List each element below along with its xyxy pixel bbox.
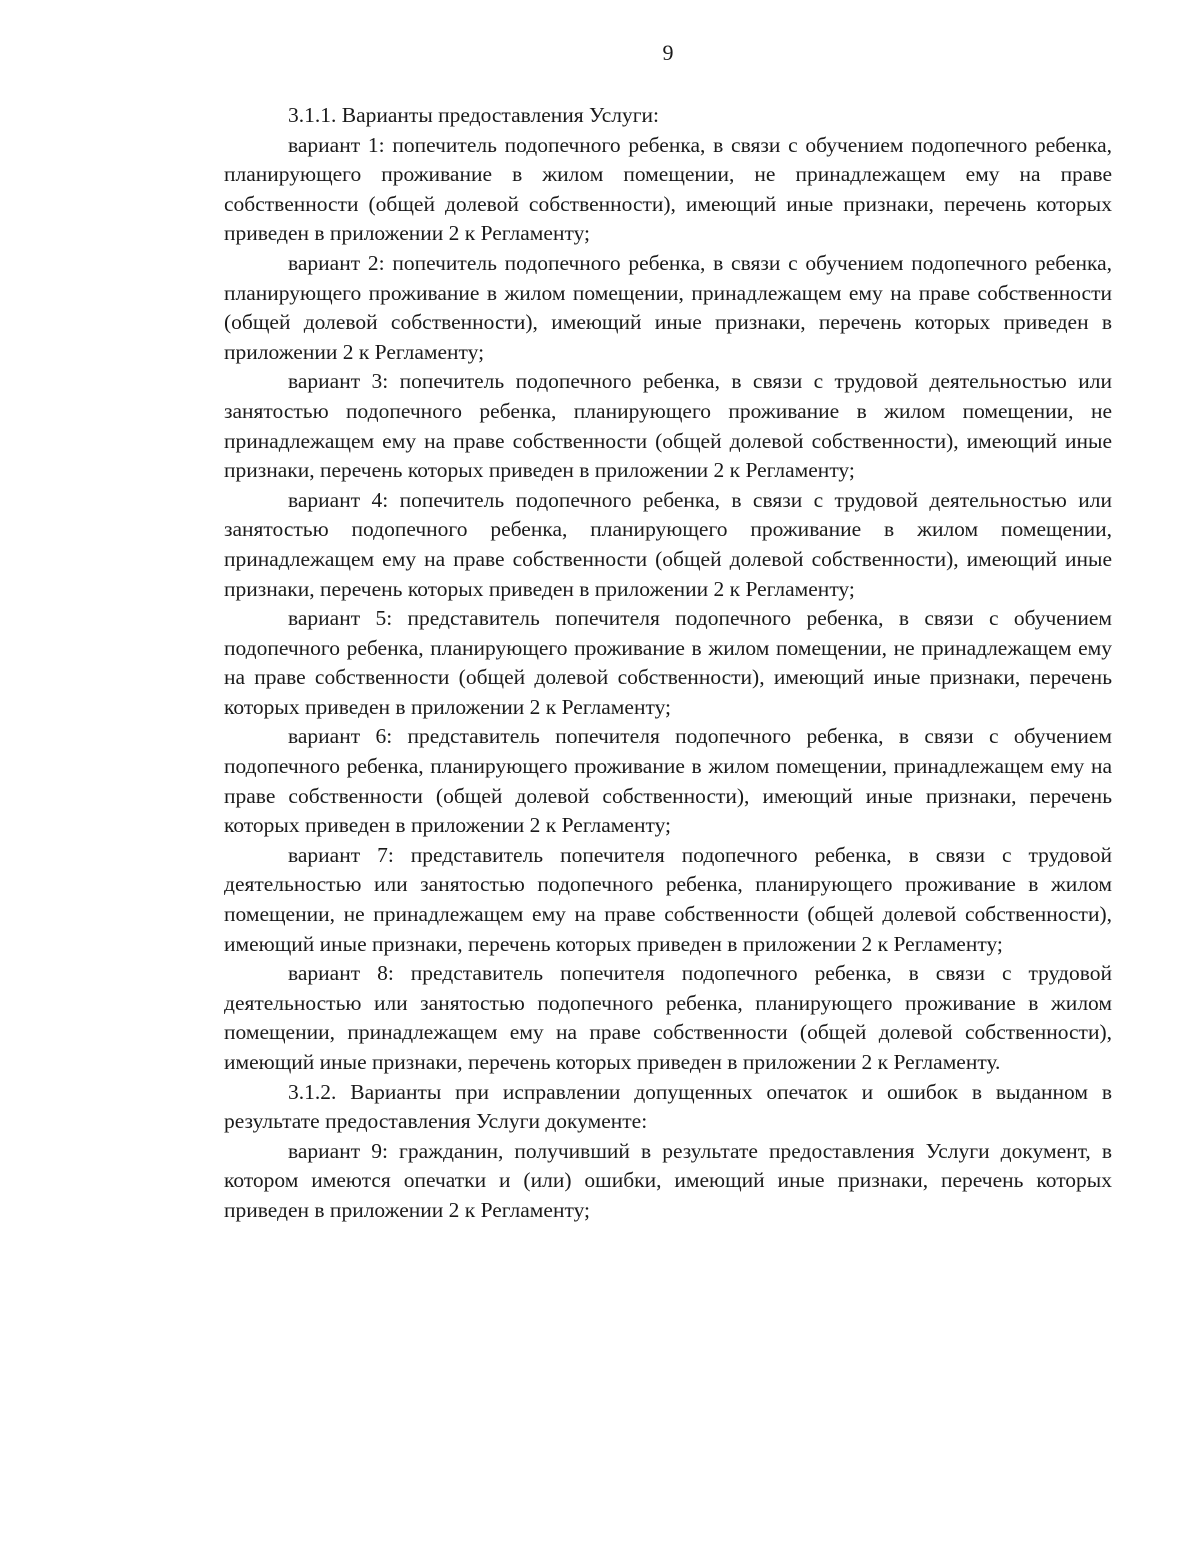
document-body [224,101,1112,1226]
section-heading-3-1-2: 3.1.2. Варианты при исправлении допущенных опечаток и ошибок в выданном в результате предоставления Услуги документе: [224,1079,1112,1134]
page-number: 9 [662,40,674,65]
section-heading-3-1-1: 3.1.1. Варианты предоставления Услуги: [288,103,660,127]
variant-3-paragraph: вариант 3: попечитель подопечного ребенка, в связи с трудовой деятельностью или занятостью подопечного ребенка, планирующего проживание в жилом помещении, не принадлежащем ему на праве собственности (общей долевой собственности), имеющий иные признаки, перечень которых приведен в приложении 2 к Регламенту; [224,369,1112,483]
variant-7-paragraph: вариант 7: представитель попечителя подопечного ребенка, в связи с трудовой деятельностью или занятостью подопечного ребенка, планирующего проживание в жилом помещении, не принадлежащем ему на праве собственности (общей долевой собственности), имеющий иные признаки, перечень которых приведен в приложении 2 к Регламенту; [224,842,1112,956]
variant-2-paragraph: вариант 2: попечитель подопечного ребенка, в связи с обучением подопечного ребенка, планирующего проживание в жилом помещении, принадлежащем ему на праве собственности (общей долевой собственности), имеющий иные признаки, перечень которых приведен в приложении 2 к Регламенту; [224,250,1112,364]
variant-4-paragraph: вариант 4: попечитель подопечного ребенка, в связи с трудовой деятельностью или занятостью подопечного ребенка, планирующего проживание в жилом помещении, принадлежащем ему на праве собственности (общей долевой собственности), имеющий иные признаки, перечень которых приведен в приложении 2 к Регламенту; [224,487,1112,601]
variant-8-paragraph: вариант 8: представитель попечителя подопечного ребенка, в связи с трудовой деятельностью или занятостью подопечного ребенка, планирующего проживание в жилом помещении, принадлежащем ему на праве собственности (общей долевой собственности), имеющий иные признаки, перечень которых приведен в приложении 2 к Регламенту. [224,961,1112,1074]
variant-9-paragraph: вариант 9: гражданин, получивший в результате предоставления Услуги документ, в котором имеются опечатки и (или) ошибки, имеющий иные признаки, перечень которых приведен в приложении 2 к Регламенту; [224,1138,1112,1222]
variant-6-paragraph: вариант 6: представитель попечителя подопечного ребенка, в связи с обучением подопечного ребенка, планирующего проживание в жилом помещении, принадлежащем ему на праве собственности (общей долевой собственности), имеющий иные признаки, перечень которых приведен в приложении 2 к Регламенту; [224,724,1112,838]
variant-1-paragraph: вариант 1: попечитель подопечного ребенка, в связи с обучением подопечного ребенка, планирующего проживание в жилом помещении, не принадлежащем ему на праве собственности (общей долевой собственности), имеющий иные признаки, перечень которых приведен в приложении 2 к Регламенту; [224,132,1112,246]
variant-5-paragraph: вариант 5: представитель попечителя подопечного ребенка, в связи с обучением подопечного ребенка, планирующего проживание в жилом помещении, не принадлежащем ему на праве собственности (общей долевой собственности), имеющий иные признаки, перечень которых приведен в приложении 2 к Регламенту; [224,606,1112,719]
